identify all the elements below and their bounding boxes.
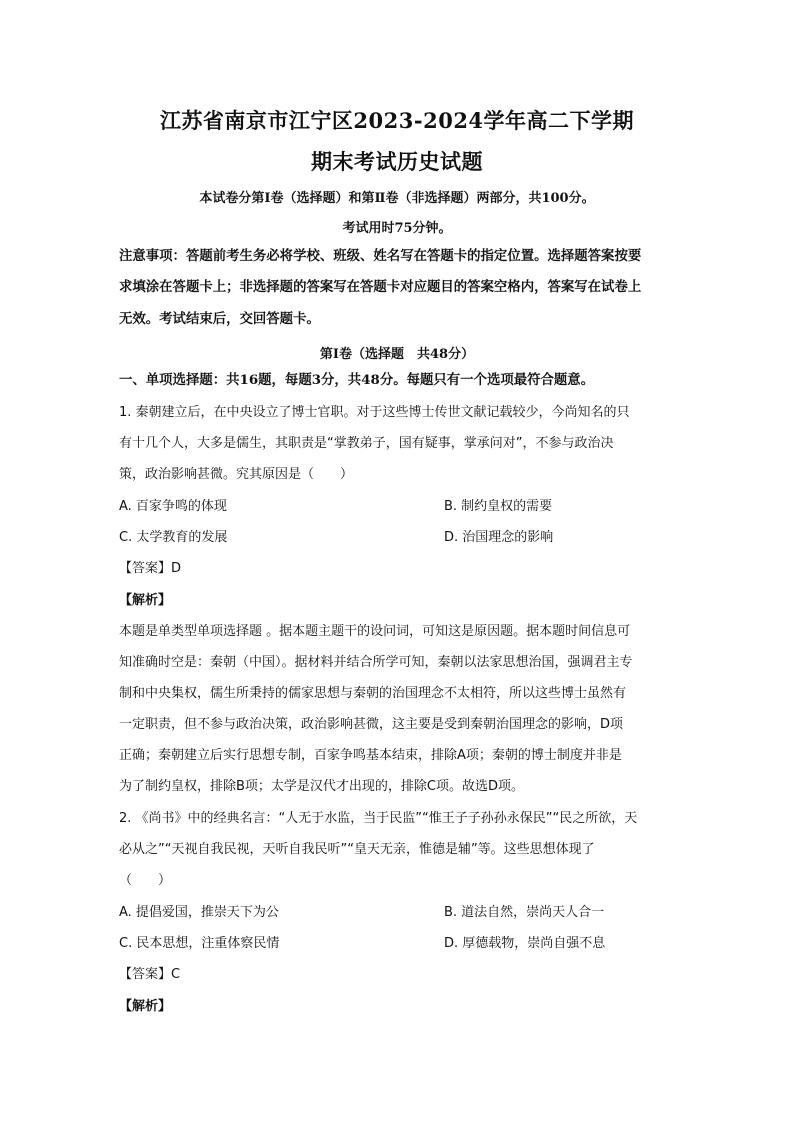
q1-analysis-line1: 本题是单类型单项选择题 。据本题主题干的设问词，可知这是原因题。据本题时间信息可	[119, 624, 631, 639]
q1-answer: 【答案】D	[119, 561, 182, 576]
section-intro: 一、单项选择题：共16题，每题3分，共48分。每题只有一个选项最符合题意。	[119, 372, 595, 388]
q2-option-a: A. 提倡爱国，推崇天下为公	[119, 905, 279, 920]
q1-analysis-line3: 制和中央集权，儒生所秉持的儒家思想与秦朝的治国理念不太相符，所以这些博士虽然有	[119, 686, 627, 701]
q1-stem-line1: 1. 秦朝建立后，在中央设立了博士官职。对于这些博士传世文献记载较少，今尚知名的只	[119, 405, 630, 420]
q1-analysis-line6: 为了制约皇权，排除B项；太学是汉代才出现的，排除C项。故选D项。	[119, 779, 525, 794]
q1-stem-line3: 策，政治影响甚微。究其原因是（ ）	[119, 467, 354, 482]
q1-analysis-label: 【解析】	[119, 593, 172, 608]
q2-stem-line2: 必从之”“天视自我民视，天听自我民听”“皇天无亲，惟德是辅”等。这些思想体现了	[119, 842, 595, 857]
q2-stem-line3: （ ）	[119, 873, 172, 888]
q2-stem-line1: 2. 《尚书》中的经典名言：“人无于水监，当于民监”“惟王子子孙孙永保民”“民之所欲，天	[119, 811, 638, 826]
notice-line1: 注意事项：答题前考生务必将学校、班级、姓名写在答题卡的指定位置。选择题答案按要	[119, 248, 642, 264]
q1-analysis-line5: 正确；秦朝建立后实行思想专制，百家争鸣基本结束，排除A项；秦朝的博士制度并非是	[119, 748, 622, 763]
q2-option-b: B. 道法自然，崇尚天人合一	[444, 905, 605, 920]
notice-line2: 求填涂在答题卡上；非选择题的答案写在答题卡对应题目的答案空格内，答案写在试卷上	[119, 279, 642, 295]
intro-line2: 考试用时75分钟。	[342, 221, 452, 236]
q1-option-c: C. 太学教育的发展	[119, 530, 228, 545]
q2-option-c: C. 民本思想，注重体察民情	[119, 936, 280, 951]
notice-line3: 无效。考试结束后，交回答题卡。	[119, 311, 320, 327]
intro-line1: 本试卷分第Ⅰ卷（选择题）和第Ⅱ卷（非选择题）两部分，共100分。	[199, 191, 595, 206]
q2-answer: 【答案】C	[119, 967, 181, 982]
q2-analysis-label: 【解析】	[119, 999, 172, 1014]
q1-stem-line2: 有十几个人，大多是儒生，其职责是“掌教弟子，国有疑事，掌承问对”，不参与政治决	[119, 436, 614, 451]
q1-analysis-line2: 知准确时空是：秦朝（中国）。据材料并结合所学可知，秦朝以法家思想治国，强调君主专	[119, 655, 633, 670]
q1-option-a: A. 百家争鸣的体现	[119, 499, 227, 514]
part1-title: 第Ⅰ卷（选择题 共48分）	[319, 347, 475, 362]
q1-option-d: D. 治国理念的影响	[444, 530, 554, 545]
q2-option-d: D. 厚德载物，崇尚自强不息	[444, 936, 606, 951]
q1-option-b: B. 制约皇权的需要	[444, 499, 553, 514]
q1-analysis-line4: 一定职责，但不参与政治决策，政治影响甚微，这主要是受到秦朝治国理念的影响，D项	[119, 717, 624, 732]
doc-title-line2: 期末考试历史试题	[311, 149, 483, 174]
doc-title-line1: 江苏省南京市江宁区2023-2024学年高二下学期	[159, 108, 635, 133]
